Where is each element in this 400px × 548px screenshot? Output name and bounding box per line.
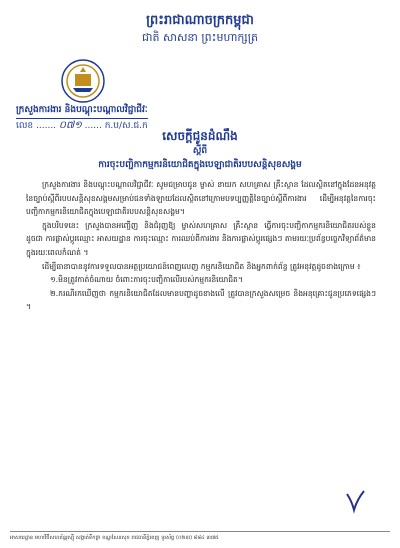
notice-body — [26, 178, 376, 314]
ministry-logo-icon — [60, 58, 106, 104]
notice-subject: ការចុះបញ្ជិកាកម្មករនិយោជិតក្នុងបេឡាជាតិរបបសន្តិសុខសង្គម — [98, 160, 302, 170]
ref-label: លេខ — [16, 121, 34, 131]
kingdom-heading: ព្រះរាជាណាចក្រកម្ពុជា — [146, 13, 254, 28]
ministry-name: ក្រសួងការងារ និងបណ្តុះបណ្តាលវិជ្ជាជីវៈ — [16, 104, 148, 119]
footer-address: អាសយដ្ឋាន មហាវិថីសហព័ន្ធរុស្ស៊ី សង្កាត់ទឹកថ្លា ខណ្ឌសែនសុខ រាជធានីភ្នំពេញ ទូរស័ព្ទ (០២៣) ៨៨៤ ៣៧៥ — [10, 531, 390, 542]
paragraph: ដើម្បីធានាបាននូវការទទួលបានអត្ថប្រយោជន៍ពេញលេញ កម្មករនិយោជិត និងអ្នកពាក់ព័ន្ធ ត្រូវអនុវត្តដូចខាងក្រោម ៖ — [42, 261, 361, 271]
paragraph: ក្នុងបរិបទនេះ ក្រសួងបានអញ្ជើញ និងជំរុញឱ្យ ម្ចាស់សហគ្រាស គ្រឹះស្ថាន ធ្វើការចុះបញ្ជិកាកម្មករនិយោជិតរបស់ខ្លួន ដូចជា ការផ្លាស់ប្តូរឈ្មោះ អាសយដ្ឋាន ការចុះឈ្មោះ ការឈប់ពីការងារ និងការផ្លាស់ប្តូរផ្សេងៗ តាមរយៈប្រព័ន្ធបច្ចេកវិទ្យាព័ត៌មាន ក្នុងរយៈពេលកំណត់ ។ — [26, 220, 376, 257]
ref-code: ក.ប/ស.ជ.ក — [104, 121, 148, 131]
reference-number: លេខ ....... ០៧១ ...... ក.ប/ស.ជ.ក — [16, 120, 148, 131]
list-item: ២.ករណីរកឃើញថា កម្មករនិយោជិតដែលមានបញ្ហាដូចខាងលើ ត្រូវបានក្រសួងសម្រេច និងអនុគ្រោះជូនប្រភេទផ្សេងៗ ។ — [26, 288, 376, 312]
paragraph: ក្រសួងការងារ និងបណ្តុះបណ្តាលវិជ្ជាជីវៈ សូមជម្រាបជូន ម្ចាស់ នាយក សហគ្រាស គ្រឹះស្ថាន ដែលស្ថិតនៅក្នុងដែនអនុវត្តនៃច្បាប់ស្តីពីរបបសន្តិសុខសង្គមសម្រាប់ជនទាំងឡាយដែលស្ថិតនៅក្រោមបទប្បញ្ញត្តិនៃច្បាប់ស្តីពីការងារ ដើម្បីអនុវត្តនៃការចុះបញ្ជិកាកម្មករនិយោជិតក្នុងបេឡាជាតិរបបសន្តិសុខសង្គម។ — [26, 180, 376, 217]
notice-title: សេចក្តីជូនដំណឹង — [162, 129, 238, 143]
ref-number: ០៧១ — [58, 120, 82, 131]
list-item: ១.មិនត្រូវកាត់ចំណាយ ចំពោះការចុះបញ្ជិកាលើរបស់កម្មករនិយោជិត។ — [50, 275, 243, 285]
initial-signature-icon — [343, 488, 367, 514]
national-motto: ជាតិ សាសនា ព្រះមហាក្សត្រ — [142, 31, 258, 44]
notice-about: ស្តីពី — [192, 146, 208, 156]
